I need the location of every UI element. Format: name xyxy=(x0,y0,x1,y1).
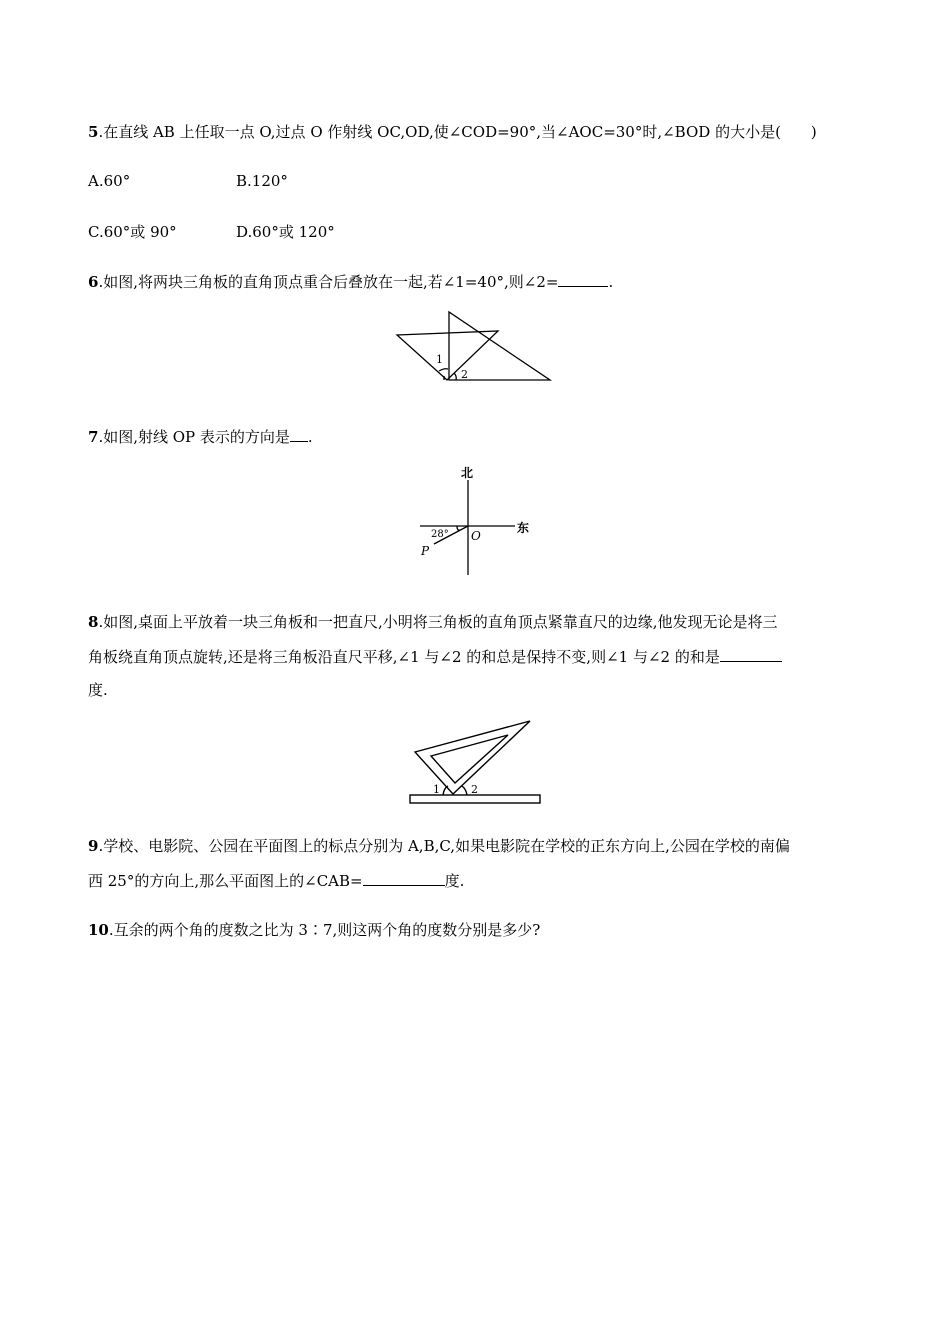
option-c: C.60°或 90° xyxy=(88,223,177,241)
question-text: .如图,将两块三角板的直角顶点重合后叠放在一起,若∠1=40°,则∠2= xyxy=(98,273,559,291)
inner-triangle xyxy=(431,735,508,783)
question-5 xyxy=(88,122,817,142)
question-10 xyxy=(88,920,540,940)
question-number: 5 xyxy=(88,123,99,141)
angle2-arc xyxy=(462,786,467,795)
angle1-label: 1 xyxy=(433,783,440,796)
option-d: D.60°或 120° xyxy=(236,223,335,241)
question-text: 角板绕直角顶点旋转,还是将三角板沿直尺平移,∠1 与∠2 的和总是保持不变,则∠1 与∠2 的和是 xyxy=(88,648,720,666)
answer-blank xyxy=(558,272,608,287)
angle1-arc xyxy=(439,369,448,371)
angle-label: 28° xyxy=(431,529,449,540)
question-text: .学校、电影院、公园在平面图上的标点分别为 A,B,C,如果电影院在学校的正东方向上,公园在学校的南偏 xyxy=(98,837,790,855)
question-number: 8 xyxy=(88,613,99,631)
question-9-line-2 xyxy=(88,871,464,891)
ruler xyxy=(410,795,540,803)
question-7 xyxy=(88,427,313,447)
angle2-label: 2 xyxy=(471,783,478,796)
question-6 xyxy=(88,272,613,292)
angle1-label: 1 xyxy=(436,353,443,366)
question-number: 6 xyxy=(88,273,99,291)
ray-label: P xyxy=(421,544,430,558)
answer-blank xyxy=(290,427,308,442)
question-8-line-1 xyxy=(88,612,778,632)
question-number: 10 xyxy=(88,921,109,939)
question-end: 度. xyxy=(444,872,465,890)
question-8-line-2 xyxy=(88,647,782,667)
figure-ruler-triangle xyxy=(405,716,545,808)
angle2-label: 2 xyxy=(461,368,468,381)
question-text: 西 25°的方向上,那么平面图上的∠CAB= xyxy=(88,872,363,890)
question-number: 9 xyxy=(88,837,99,855)
question-text: .互余的两个角的度数之比为 3∶7,则这两个角的度数分别是多少? xyxy=(108,921,541,939)
figure-two-triangles xyxy=(392,308,556,386)
angle2-arc xyxy=(454,373,456,380)
question-end: . xyxy=(608,273,614,291)
figure-compass xyxy=(415,462,540,578)
question-text: .如图,射线 OP 表示的方向是 xyxy=(98,428,290,446)
triangle-one xyxy=(397,331,498,380)
option-a: A.60° xyxy=(88,172,131,190)
question-text: .在直线 AB 上任取一点 O,过点 O 作射线 OC,OD,使∠COD=90°,当∠AOC=30°时,∠BOD 的大小是( ) xyxy=(98,123,817,141)
option-b: B.120° xyxy=(236,172,288,190)
north-label: 北 xyxy=(461,466,474,480)
question-end: . xyxy=(307,428,313,446)
answer-blank xyxy=(720,647,782,662)
answer-blank xyxy=(363,871,445,886)
east-label: 东 xyxy=(517,521,530,535)
question-9-line-1 xyxy=(88,836,790,856)
origin-label: O xyxy=(471,529,481,543)
question-8-line-3: 度. xyxy=(88,681,108,699)
question-number: 7 xyxy=(88,428,99,446)
question-text: .如图,桌面上平放着一块三角板和一把直尺,小明将三角板的直角顶点紧靠直尺的边缘,他发现无论是将三 xyxy=(98,613,778,631)
